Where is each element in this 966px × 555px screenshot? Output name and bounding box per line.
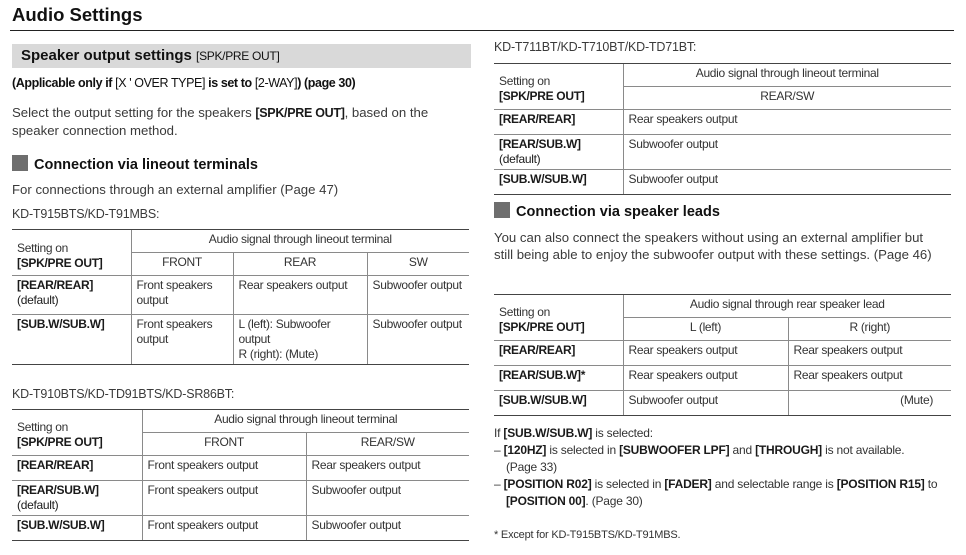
row-setting: [REAR/REAR] xyxy=(494,341,623,366)
note-code: [POSITION R15] xyxy=(836,477,925,491)
col-header-front: FRONT xyxy=(142,433,306,456)
setting-value: [REAR/SUB.W] xyxy=(17,483,99,497)
cell: Front speakers output xyxy=(131,315,233,365)
cell: Rear speakers output xyxy=(788,341,951,366)
setting-on-label: Setting on xyxy=(499,304,551,319)
note-code: [THROUGH] xyxy=(755,443,822,457)
cell: Rear speakers output xyxy=(306,456,469,481)
square-bullet-icon xyxy=(494,202,510,218)
title-divider xyxy=(10,30,954,31)
setting-on-label: Setting on xyxy=(17,419,69,434)
group-header: Audio signal through lineout terminal xyxy=(131,230,469,253)
cell: Subwoofer output xyxy=(623,391,788,416)
cell: Rear speakers output xyxy=(788,366,951,391)
note-dash: – xyxy=(494,477,504,491)
table-row xyxy=(494,170,951,195)
applicable-x-over-type: [X ' OVER TYPE] xyxy=(115,76,206,90)
cell: Rear speakers output xyxy=(623,366,788,391)
table-row xyxy=(12,230,469,253)
row-setting: [REAR/REAR] xyxy=(12,456,142,481)
group-header: Audio signal through lineout terminal xyxy=(142,410,469,433)
note-code: [SUB.W/SUB.W] xyxy=(503,426,593,440)
row-setting: [REAR/REAR] xyxy=(494,110,623,135)
note-bullet-1-page: (Page 33) xyxy=(506,460,557,474)
note-text: is selected in xyxy=(591,477,665,491)
section-code: [SPK/PRE OUT] xyxy=(196,49,280,63)
note-bullet-1 xyxy=(494,442,954,459)
table3 xyxy=(494,63,951,195)
table-row xyxy=(494,391,951,416)
leads-heading-text: Connection via speaker leads xyxy=(516,204,720,220)
section-title: Speaker output settings xyxy=(21,47,192,64)
page-title: Audio Settings xyxy=(12,4,143,25)
square-bullet-icon xyxy=(12,155,28,171)
col-header-rear-sw: REAR/SW xyxy=(623,87,951,110)
cell: Front speakers output xyxy=(131,276,233,315)
note-text: is not available. xyxy=(821,443,905,457)
lineout-heading xyxy=(12,155,258,173)
note-text: is selected in xyxy=(546,443,620,457)
note-if xyxy=(494,425,954,442)
note-code: [SUBWOOFER LPF] xyxy=(619,443,730,457)
section-header-bar xyxy=(12,44,471,68)
applicable-value: [2-WAY] xyxy=(254,76,298,90)
subw-notes xyxy=(494,425,954,510)
lineout-desc: For connections through an external amplifier (Page 47) xyxy=(12,182,339,197)
setting-on-label: Setting on xyxy=(499,73,551,88)
applicable-condition xyxy=(12,76,355,90)
note-text: . (Page 30) xyxy=(585,494,643,508)
default-note: (default) xyxy=(499,152,541,166)
note-text: and xyxy=(729,443,756,457)
note-text: is selected: xyxy=(592,426,653,440)
col-header-sw: SW xyxy=(367,253,469,276)
lineout-heading-text: Connection via lineout terminals xyxy=(34,157,258,173)
table2 xyxy=(12,409,469,541)
col-header-rear: REAR xyxy=(233,253,367,276)
row-setting: [SUB.W/SUB.W] xyxy=(494,170,623,195)
table-row xyxy=(12,410,469,433)
group-header: Audio signal through rear speaker lead xyxy=(623,295,951,318)
setting-value: [REAR/REAR] xyxy=(17,278,94,292)
table2-model: KD-T910BTS/KD-TD91BTS/KD-SR86BT: xyxy=(12,387,235,401)
note-dash: – xyxy=(494,443,504,457)
table-row xyxy=(494,295,951,318)
note-code: [FADER] xyxy=(664,477,712,491)
cell: Front speakers output xyxy=(142,481,306,516)
table-row xyxy=(12,516,469,541)
leads-heading xyxy=(494,202,720,220)
row-setting: [SUB.W/SUB.W] xyxy=(12,516,142,541)
col-header-rear-sw: REAR/SW xyxy=(306,433,469,456)
setting-header xyxy=(12,230,131,276)
cell: Subwoofer output xyxy=(367,315,469,365)
setting-header xyxy=(12,410,142,456)
applicable-page: ) (page 30) xyxy=(297,76,356,90)
table-row xyxy=(494,64,951,87)
table1-model: KD-T915BTS/KD-T91MBS: xyxy=(12,207,160,221)
col-header-right: R (right) xyxy=(788,318,951,341)
table-row xyxy=(494,366,951,391)
intro-post: , based on the speaker connection method. xyxy=(12,105,429,138)
default-note: (default) xyxy=(17,498,59,512)
setting-on-label: Setting on xyxy=(17,240,69,255)
cell: Rear speakers output xyxy=(233,276,367,315)
note-text: and selectable range is xyxy=(711,477,837,491)
table4 xyxy=(494,294,951,416)
table-row xyxy=(494,135,951,170)
table-row xyxy=(494,341,951,366)
row-setting xyxy=(12,481,142,516)
section-intro xyxy=(12,104,474,139)
setting-code-label: [SPK/PRE OUT] xyxy=(499,88,585,103)
applicable-mid: is set to xyxy=(205,76,255,90)
note-bullet-2 xyxy=(494,476,954,493)
cell: Front speakers output xyxy=(142,456,306,481)
cell: Rear speakers output xyxy=(623,110,951,135)
cell-line: L (left): Subwoofer output xyxy=(238,317,331,346)
cell: Subwoofer output xyxy=(623,135,951,170)
row-setting: [SUB.W/SUB.W] xyxy=(494,391,623,416)
intro-code: [SPK/PRE OUT] xyxy=(255,106,345,120)
intro-pre: Select the output setting for the speakers xyxy=(12,105,256,120)
note-bullet-2-cont xyxy=(494,493,954,510)
cell: Subwoofer output xyxy=(306,516,469,541)
leads-desc: You can also connect the speakers without using an external amplifier but still being able to enjoy the subwoofer output with these settings. (Page 46) xyxy=(494,230,932,262)
row-setting: [REAR/SUB.W]* xyxy=(494,366,623,391)
table-row xyxy=(494,110,951,135)
table-row xyxy=(12,276,469,315)
table1 xyxy=(12,229,469,365)
cell: Front speakers output xyxy=(142,516,306,541)
table-row xyxy=(12,456,469,481)
cell xyxy=(233,315,367,365)
setting-header xyxy=(494,295,623,341)
note-code: [POSITION 00] xyxy=(506,494,586,508)
row-setting xyxy=(12,276,131,315)
applicable-pre: (Applicable only if xyxy=(12,76,116,90)
col-header-front: FRONT xyxy=(131,253,233,276)
setting-value: [REAR/SUB.W] xyxy=(499,137,581,151)
setting-header xyxy=(494,64,623,110)
cell: (Mute) xyxy=(788,391,951,416)
row-setting: [SUB.W/SUB.W] xyxy=(12,315,131,365)
cell: Rear speakers output xyxy=(623,341,788,366)
footnote: * Except for KD-T915BTS/KD-T91MBS. xyxy=(494,529,681,541)
cell: Subwoofer output xyxy=(367,276,469,315)
table3-model: KD-T711BT/KD-T710BT/KD-TD71BT: xyxy=(494,40,697,54)
note-text: to xyxy=(924,477,938,491)
cell: Subwoofer output xyxy=(623,170,951,195)
col-header-left: L (left) xyxy=(623,318,788,341)
group-header: Audio signal through lineout terminal xyxy=(623,64,951,87)
note-code: [120HZ] xyxy=(503,443,547,457)
table-row xyxy=(12,481,469,516)
note-text: If xyxy=(494,426,504,440)
cell: Subwoofer output xyxy=(306,481,469,516)
cell-line: R (right): (Mute) xyxy=(238,347,319,361)
row-setting xyxy=(494,135,623,170)
table-row xyxy=(12,315,469,365)
setting-code-label: [SPK/PRE OUT] xyxy=(17,255,103,270)
note-code: [POSITION R02] xyxy=(503,477,592,491)
default-note: (default) xyxy=(17,293,59,307)
setting-code-label: [SPK/PRE OUT] xyxy=(499,319,585,334)
setting-code-label: [SPK/PRE OUT] xyxy=(17,434,103,449)
